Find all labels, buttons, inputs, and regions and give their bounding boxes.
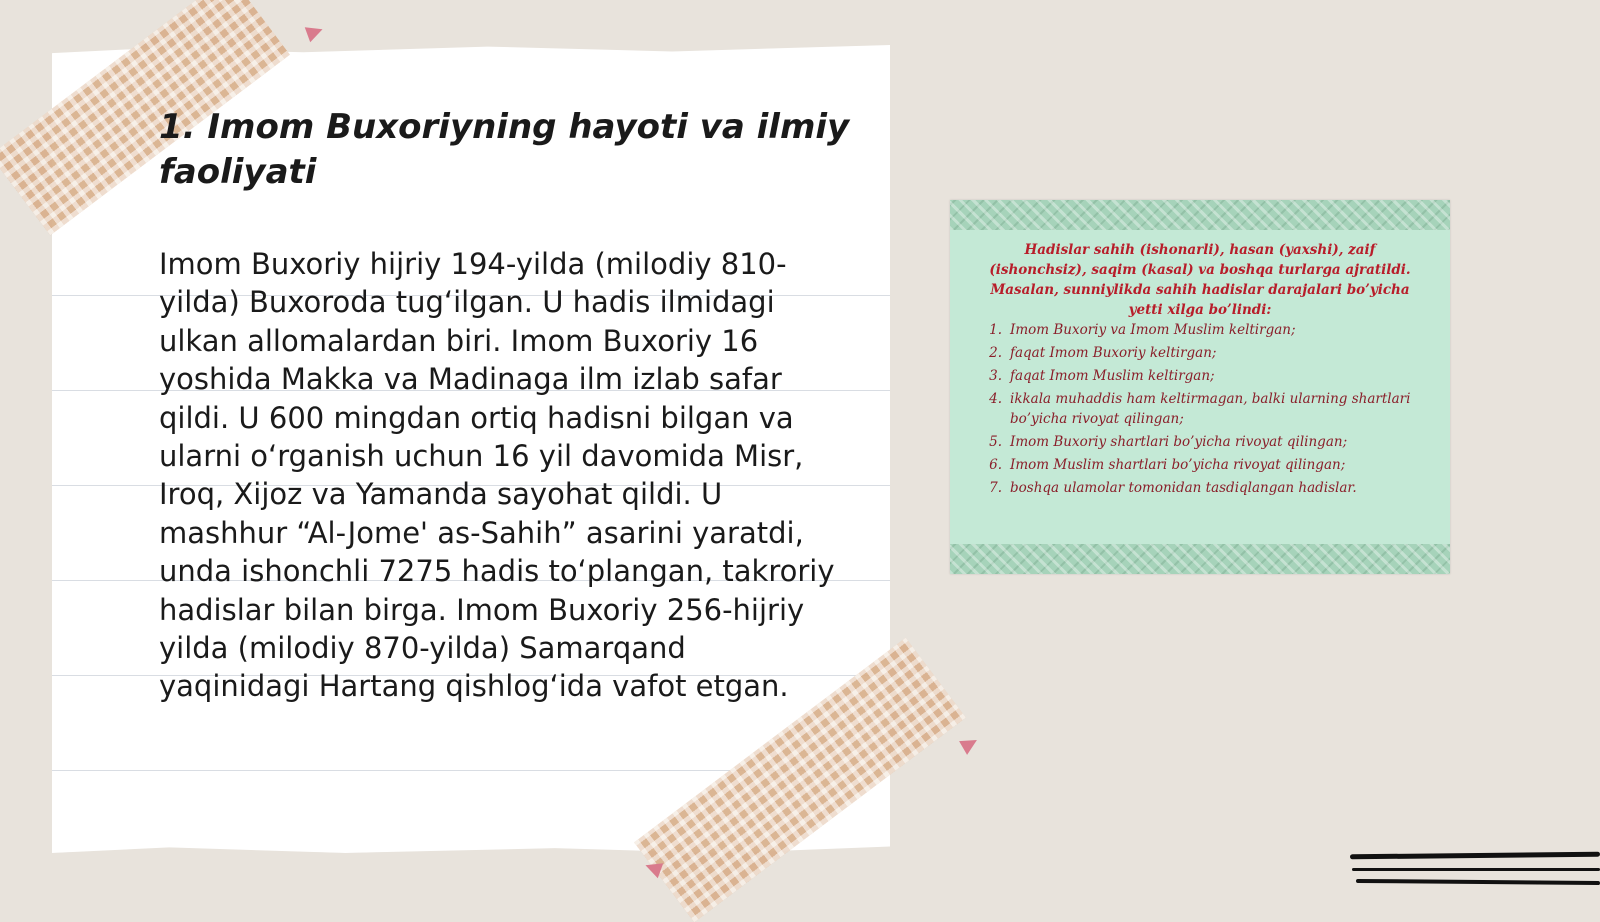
- list-item: 5. Imom Buxoriy shartlari bo’yicha rivoyat qilingan;: [989, 434, 1348, 450]
- tape-tip-decoration: [305, 22, 326, 43]
- ornament-band-bottom: [950, 544, 1450, 574]
- list-item: 1. Imom Buxoriy va Imom Muslim keltirgan;: [989, 322, 1296, 338]
- hadith-grade-list: [980, 320, 1420, 501]
- card-intro-text: Hadislar sahih (ishonarli), hasan (yaxshi), zaif (ishonchsiz), saqim (kasal) va boshqa turlarga ajratildi. Masalan, sunniylikda sahih hadislar darajalari bo’yicha yetti xilga bo’lindi:: [989, 242, 1411, 318]
- decorative-brush-stroke: [1352, 868, 1600, 871]
- tape-tip-decoration: [959, 733, 981, 755]
- list-item: 3. faqat Imom Muslim keltirgan;: [989, 368, 1215, 384]
- slide-title: 1. Imom Buxoriyning hayoti va ilmiy faoliyati: [159, 107, 850, 192]
- list-item: 7. boshqa ulamolar tomonidan tasdiqlangan hadislar.: [989, 480, 1357, 496]
- ornament-band-top: [950, 200, 1450, 230]
- list-item: 6. Imom Muslim shartlari bo’yicha rivoyat qilingan;: [989, 457, 1346, 473]
- decorative-brush-stroke: [1350, 852, 1600, 860]
- list-item: 2. faqat Imom Buxoriy keltirgan;: [989, 345, 1217, 361]
- hadith-classification-image: [950, 200, 1450, 574]
- slide-body-text: Imom Buxoriy hijriy 194-yilda (milodiy 810-yilda) Buxoroda tug‘ilgan. U hadis ilmidagi ulkan allomalardan biri. Imom Buxoriy 16 yoshida Makka va Madinaga ilm izlab safar qildi. U 600 mingdan ortiq hadisni bilgan va ularni o‘rganish uchun 16 yil davomida Misr, Iroq, Xijoz va Yamanda sayohat qildi. U mashhur “Al-Jome' as-Sahih” asarini yaratdi, unda ishonchli 7275 hadis to‘plangan, takroriy hadislar bilan birga. Imom Buxoriy 256-hijriy yilda (milodiy 870-yilda) Samarqand yaqinidagi Hartang qishlog‘ida vafot etgan.: [159, 247, 835, 704]
- decorative-brush-stroke: [1356, 879, 1600, 885]
- list-item: 4. ikkala muhaddis ham keltirmagan, balki ularning shartlari bo’yicha rivoyat qilingan;: [989, 391, 1411, 427]
